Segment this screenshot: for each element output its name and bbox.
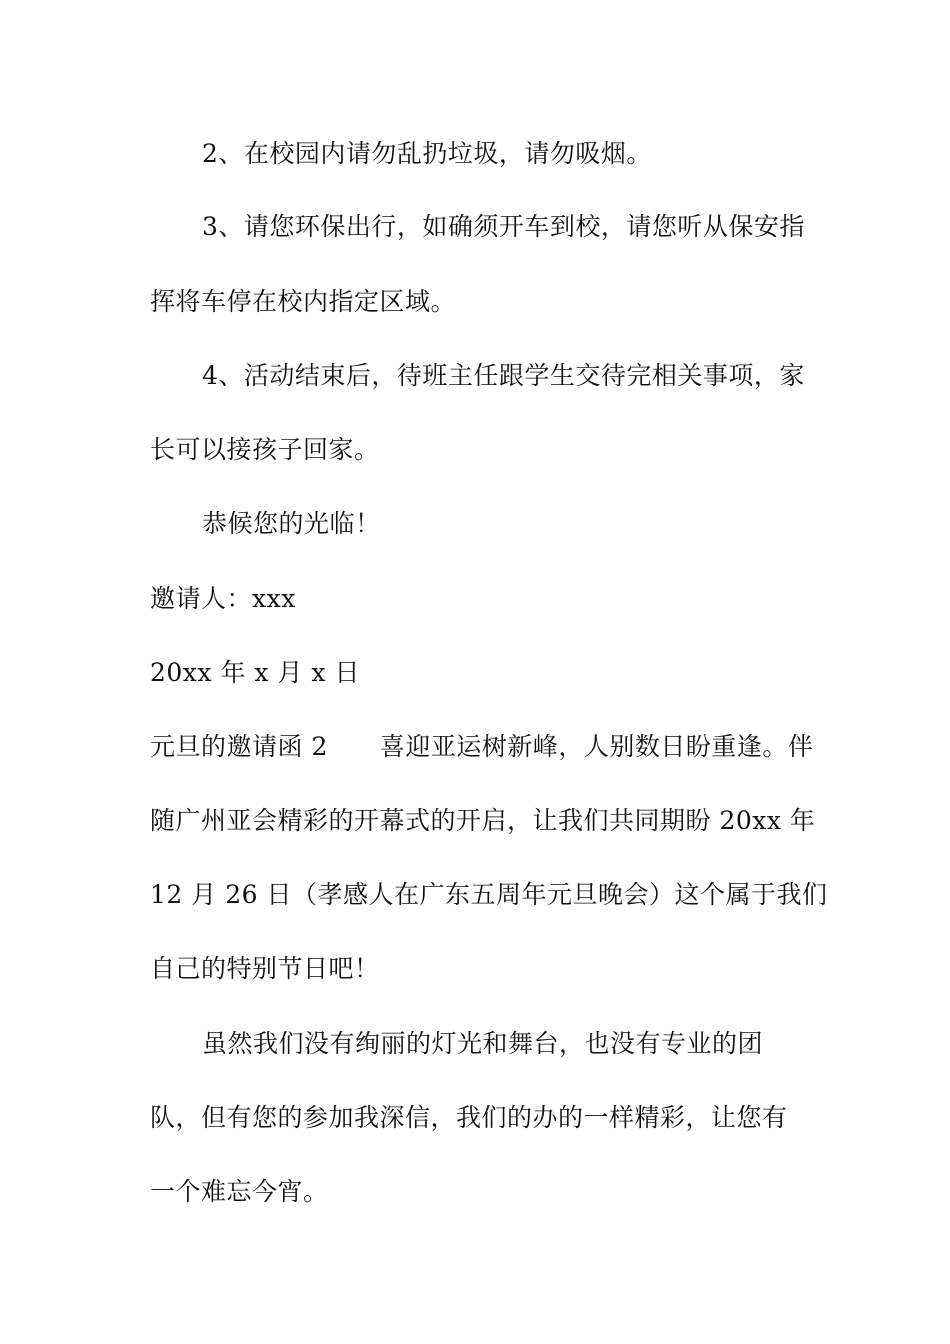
section-heading-line xyxy=(150,732,814,762)
rule-3-line-2: 挥将车停在校内指定区域。 xyxy=(150,287,457,316)
paragraph-2-line-2: 队，但有您的参加我深信，我们的办的一样精彩，让您有 xyxy=(150,1103,788,1132)
rule-2-line: 2、在校园内请勿乱扔垃圾，请勿吸烟。 xyxy=(202,139,652,168)
paragraph-1-line-3: 12 月 26 日（孝感人在广东五周年元旦晚会）这个属于我们 xyxy=(150,880,828,909)
rule-4-line-2: 长可以接孩子回家。 xyxy=(150,435,380,464)
paragraph-1-start: 喜迎亚运树新峰，人别数日盼重逢。伴 xyxy=(379,732,814,761)
paragraph-1-line-2: 随广州亚会精彩的开幕式的开启，让我们共同期盼 20xx 年 xyxy=(150,806,816,835)
rule-4-line-1: 4、活动结束后，待班主任跟学生交待完相关事项，家 xyxy=(202,361,805,390)
date-line: 20xx 年 x 月 x 日 xyxy=(150,658,360,687)
paragraph-2-line-3: 一个难忘今宵。 xyxy=(150,1177,329,1206)
inviter-line: 邀请人：xxx xyxy=(150,584,296,613)
paragraph-1-line-4: 自己的特别节日吧！ xyxy=(150,954,380,983)
closing-line: 恭候您的光临！ xyxy=(202,509,381,538)
section-heading: 元旦的邀请函 2 xyxy=(150,732,328,761)
paragraph-2-line-1: 虽然我们没有绚丽的灯光和舞台，也没有专业的团 xyxy=(202,1029,764,1058)
rule-3-line-1: 3、请您环保出行，如确须开车到校，请您听从保安指 xyxy=(202,212,805,241)
